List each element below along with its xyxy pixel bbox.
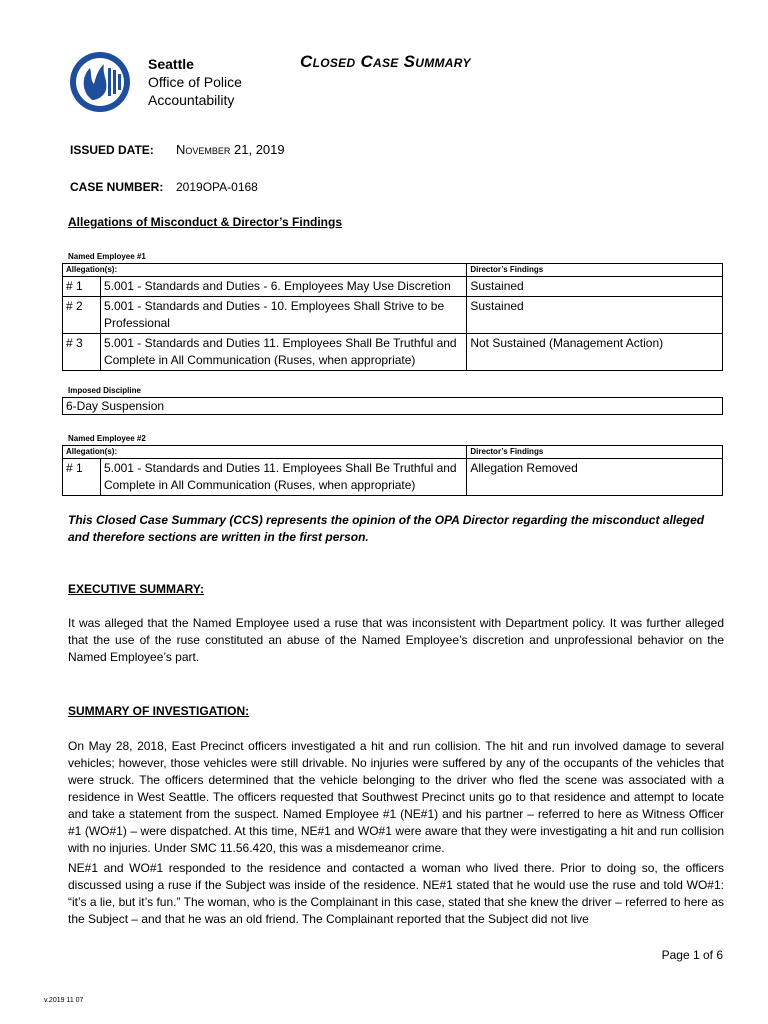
executive-summary-heading: EXECUTIVE SUMMARY: xyxy=(68,582,205,596)
executive-summary-text: It was alleged that the Named Employee used a ruse that was inconsistent with Department policy. It was further alleged that the use of the ruse constituted an abuse of the Named Employee’s discretion and unprofessional behavior on the Named Employee’s part. xyxy=(68,616,724,664)
org-name xyxy=(148,55,242,109)
allegations-heading: Allegations of Misconduct & Director’s Findings xyxy=(68,215,343,229)
seattle-logo-icon xyxy=(68,50,132,114)
allegation-finding: Sustained xyxy=(467,277,723,297)
issued-date-label: ISSUED DATE: xyxy=(70,143,154,157)
allegation-text: 5.001 - Standards and Duties - 6. Employees May Use Discretion xyxy=(100,277,466,297)
org-line-2: Accountability xyxy=(148,92,235,108)
allegation-text: 5.001 - Standards and Duties 11. Employees Shall Be Truthful and Complete in All Communication (Ruses, when appropriate) xyxy=(100,334,466,371)
table-row xyxy=(63,459,723,496)
issued-date-value: November 21, 2019 xyxy=(176,142,285,157)
allegation-finding: Not Sustained (Management Action) xyxy=(467,334,723,371)
investigation-heading: SUMMARY OF INVESTIGATION: xyxy=(68,704,250,718)
allegation-number: # 2 xyxy=(63,297,101,334)
investigation-paragraph-1: On May 28, 2018, East Precinct officers investigated a hit and run collision. The hit and run involved damage to several vehicles; however, those vehicles were still drivable. No injuries were suffered by any of the occupants of the vehicles that were struck. The officers determined that the vehicle belonging to the driver who fled the scene was associated with a residence in West Seattle. The officers requested that Southwest Precinct units go to that residence and attempt to locate and take a statement from the suspect. Named Employee #1 (NE#1) and his partner – referred to here as Witness Officer #1 (WO#1) – were dispatched. At this time, NE#1 and WO#1 were aware that they were investigating a hit and run collision with no injuries. Under SMC 11.56.420, this was a misdemeanor crime. xyxy=(68,739,724,855)
case-number-value: 2019OPA-0168 xyxy=(176,180,258,194)
version-label: v.2019 11 07 xyxy=(44,997,84,1004)
allegation-text: 5.001 - Standards and Duties - 10. Employees Shall Strive to be Professional xyxy=(100,297,466,334)
findings-column-header: Director’s Findings xyxy=(467,264,723,277)
employee2-allegations-table xyxy=(62,445,723,496)
allegation-text: 5.001 - Standards and Duties 11. Employees Shall Be Truthful and Complete in All Communication (Ruses, when appropriate) xyxy=(100,459,466,496)
imposed-discipline-value: 6-Day Suspension xyxy=(62,397,723,415)
document-title: Closed Case Summary xyxy=(300,52,471,71)
table-row xyxy=(63,277,723,297)
employee1-label: Named Employee #1 xyxy=(68,252,146,261)
ccs-note: This Closed Case Summary (CCS) represents the opinion of the OPA Director regarding the misconduct alleged and therefore sections are written in the first person. xyxy=(68,513,705,544)
findings-column-header: Director’s Findings xyxy=(467,446,723,459)
allegation-finding: Allegation Removed xyxy=(467,459,723,496)
employee2-label: Named Employee #2 xyxy=(68,434,146,443)
allegation-column-header: Allegation(s): xyxy=(63,446,467,459)
org-city: Seattle xyxy=(148,56,194,72)
table-header-row xyxy=(63,446,723,459)
page-number: Page 1 of 6 xyxy=(661,948,723,962)
table-row xyxy=(63,334,723,371)
investigation-paragraph-2: NE#1 and WO#1 responded to the residence and contacted a woman who lived there. Prior to doing so, the officers discussed using a ruse if the Subject was inside of the residence. NE#1 stated that he would use the ruse and told WO#1: “it’s a lie, but it’s fun.” The woman, who is the Complainant in this case, stated that she knew the driver – referred to here as the Subject – and that he was an old friend. The Complainant reported that the Subject did not live xyxy=(68,861,724,926)
allegation-number: # 3 xyxy=(63,334,101,371)
case-number-label: CASE NUMBER: xyxy=(70,180,164,194)
table-row xyxy=(63,297,723,334)
table-header-row xyxy=(63,264,723,277)
allegation-number: # 1 xyxy=(63,459,101,496)
allegation-finding: Sustained xyxy=(467,297,723,334)
imposed-discipline-label: Imposed Discipline xyxy=(68,386,141,395)
allegation-column-header: Allegation(s): xyxy=(63,264,467,277)
org-line-1: Office of Police xyxy=(148,74,242,90)
allegation-number: # 1 xyxy=(63,277,101,297)
employee1-allegations-table xyxy=(62,263,723,371)
